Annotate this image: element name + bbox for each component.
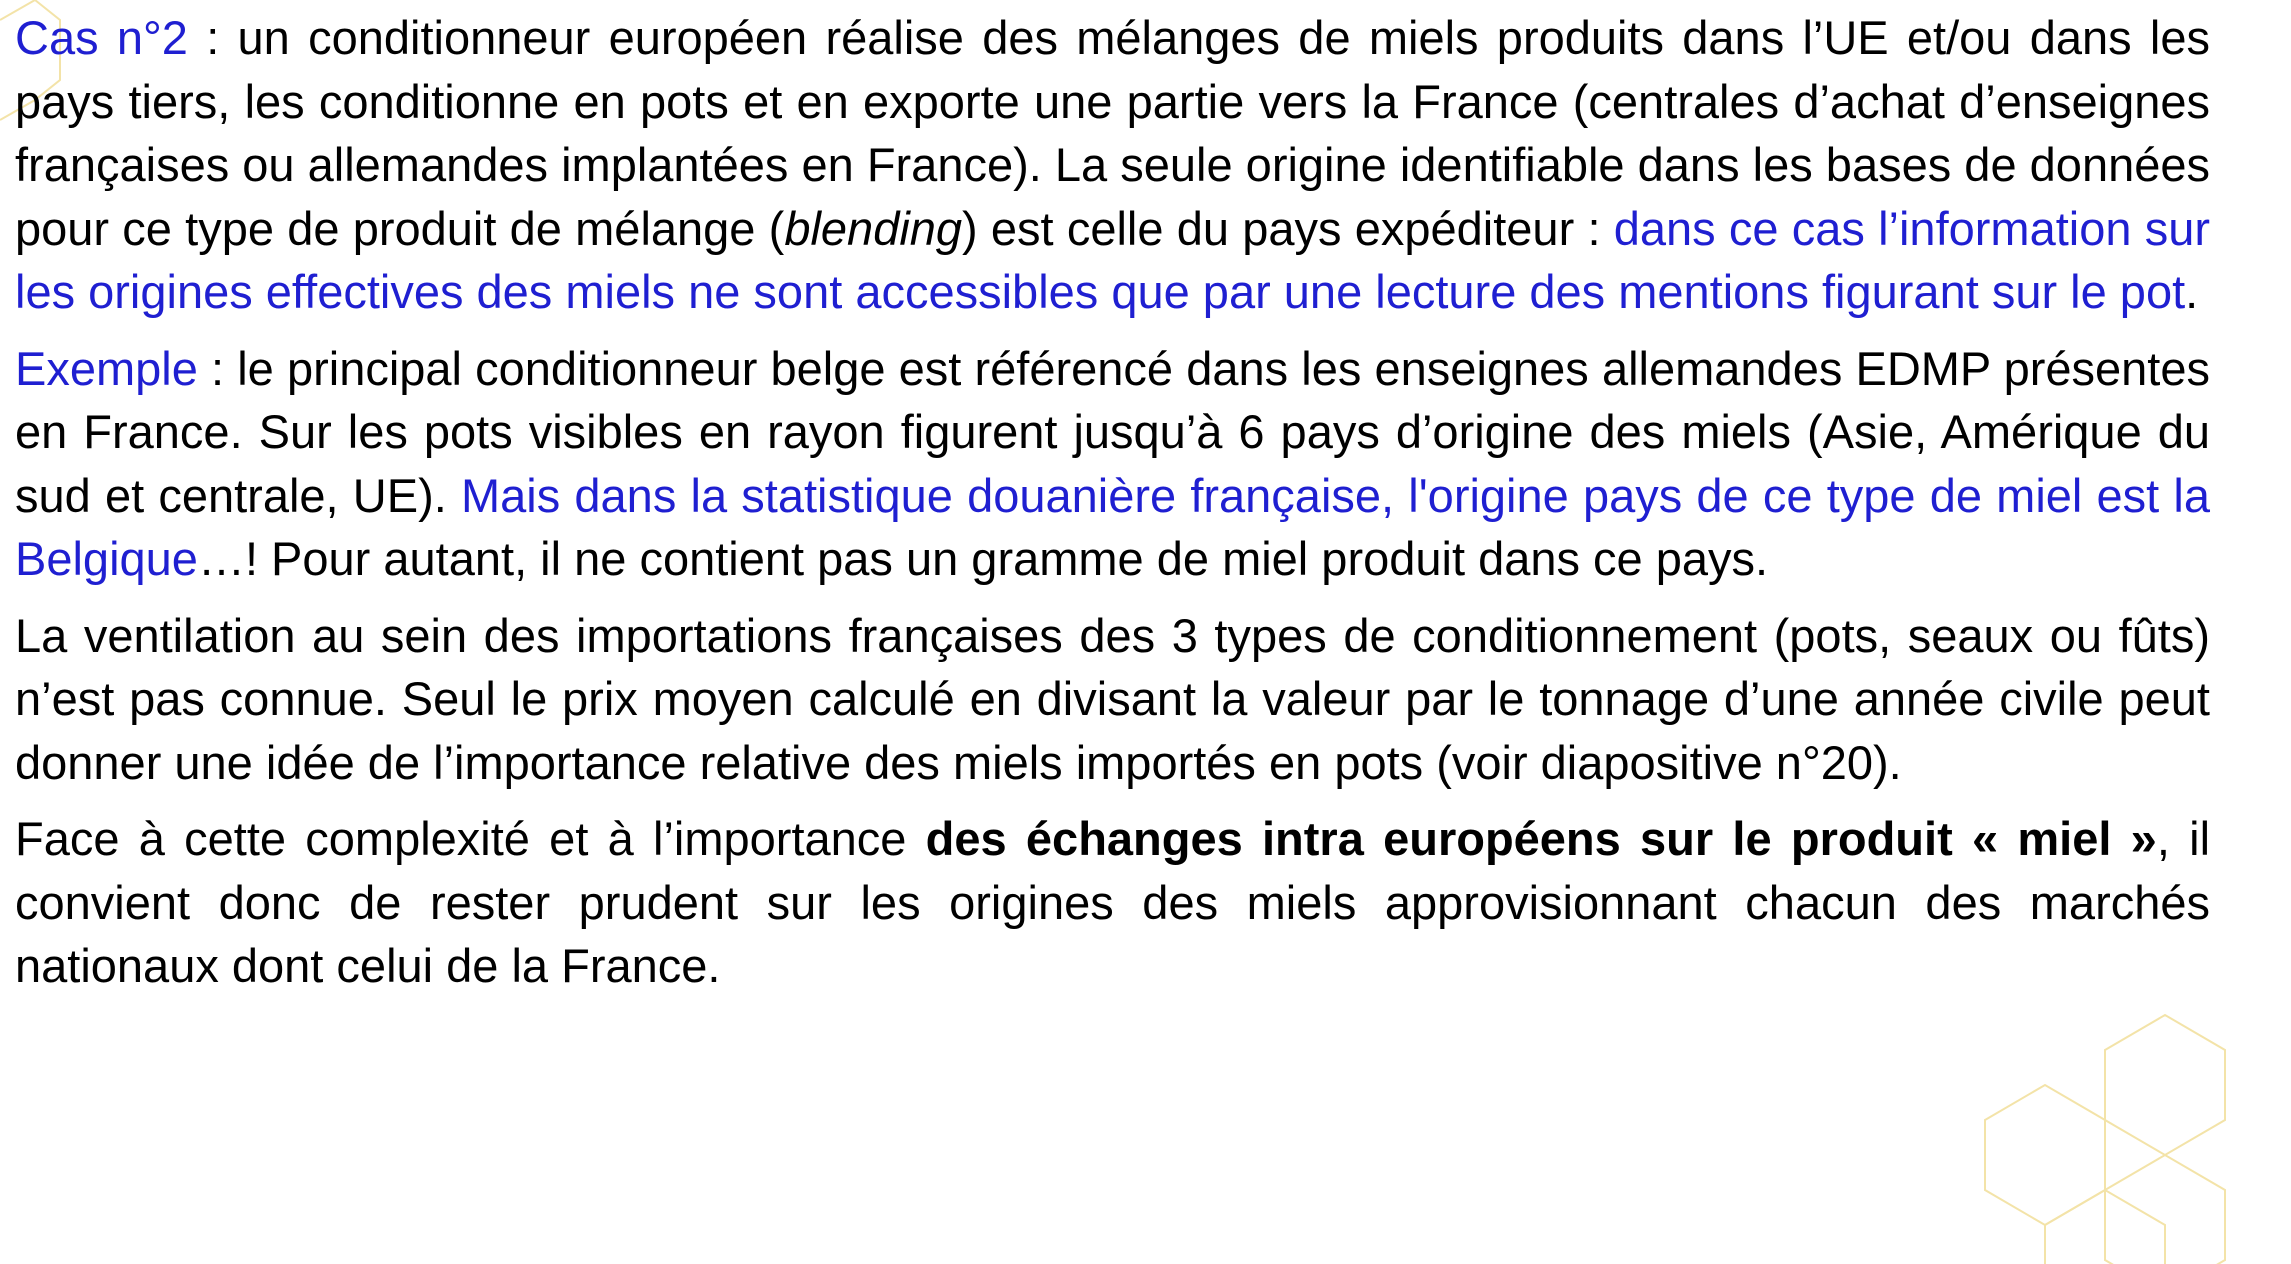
cas-2-heading: Cas n°2 (15, 11, 188, 64)
exemple-heading: Exemple (15, 341, 198, 395)
paragraph-cas-2 (15, 6, 2210, 324)
paragraph-exemple (15, 337, 2210, 591)
cas-2-period: . (2185, 265, 2199, 318)
hexagon-bottom-right-4 (2045, 1190, 2165, 1264)
conclusion-text: Face à cette complexité et à l’importance (15, 812, 926, 865)
ventilation-text: La ventilation au sein des importations françaises des 3 types de conditionnement (pots, seaux ou fûts) n’est pas connue. Seul le prix moyen calculé en divisant la valeur par le tonnage d’une année civile peut donner une idée de l’importance relative des miels importés en pots (voir diapositive n°20). (15, 608, 2210, 789)
hexagon-bottom-right-2 (2105, 1015, 2225, 1155)
paragraph-conclusion (15, 807, 2210, 998)
document-body (15, 6, 2210, 1011)
paragraph-ventilation (15, 604, 2210, 795)
conclusion-emphasis: des échanges intra européens sur le produit « miel » (925, 812, 2157, 865)
hexagon-bottom-right-3 (2105, 1155, 2225, 1264)
conclusion-text-continued: , il convient donc de rester prudent sur les origines des miels approvisionnant chacun des marchés nationaux dont celui de la France. (15, 812, 2211, 992)
exemple-text: : le principal conditionneur belge est référencé dans les enseignes allemandes EDMP présentes en France. Sur les pots visibles en rayon figurent jusqu’à 6 pays d’origine des miels (Asie, Amérique du sud et centrale, UE). (15, 341, 2210, 522)
cas-2-text-continued: ) est celle du pays expéditeur : (962, 201, 1614, 255)
exemple-highlight: Mais dans la statistique douanière française, l'origine pays de ce type de miel est la Belgique (15, 468, 2210, 585)
cas-2-highlight: dans ce cas l’information sur les origines effectives des miels ne sont accessibles que par une lecture des mentions figurant sur le pot (15, 201, 2210, 318)
hexagon-bottom-right-1 (1985, 1085, 2105, 1225)
blending-term: blending (784, 201, 963, 255)
exemple-text-continued: …! Pour autant, il ne contient pas un gramme de miel produit dans ce pays. (197, 532, 1769, 585)
cas-2-text: : un conditionneur européen réalise des mélanges de miels produits dans l’UE et/ou dans les pays tiers, les conditionne en pots et en exporte une partie vers la France (centrales d’achat d’enseignes françaises ou allemandes implantées en France). La seule origine identifiable dans les bases de données pour ce type de produit de mélange ( (15, 11, 2210, 255)
